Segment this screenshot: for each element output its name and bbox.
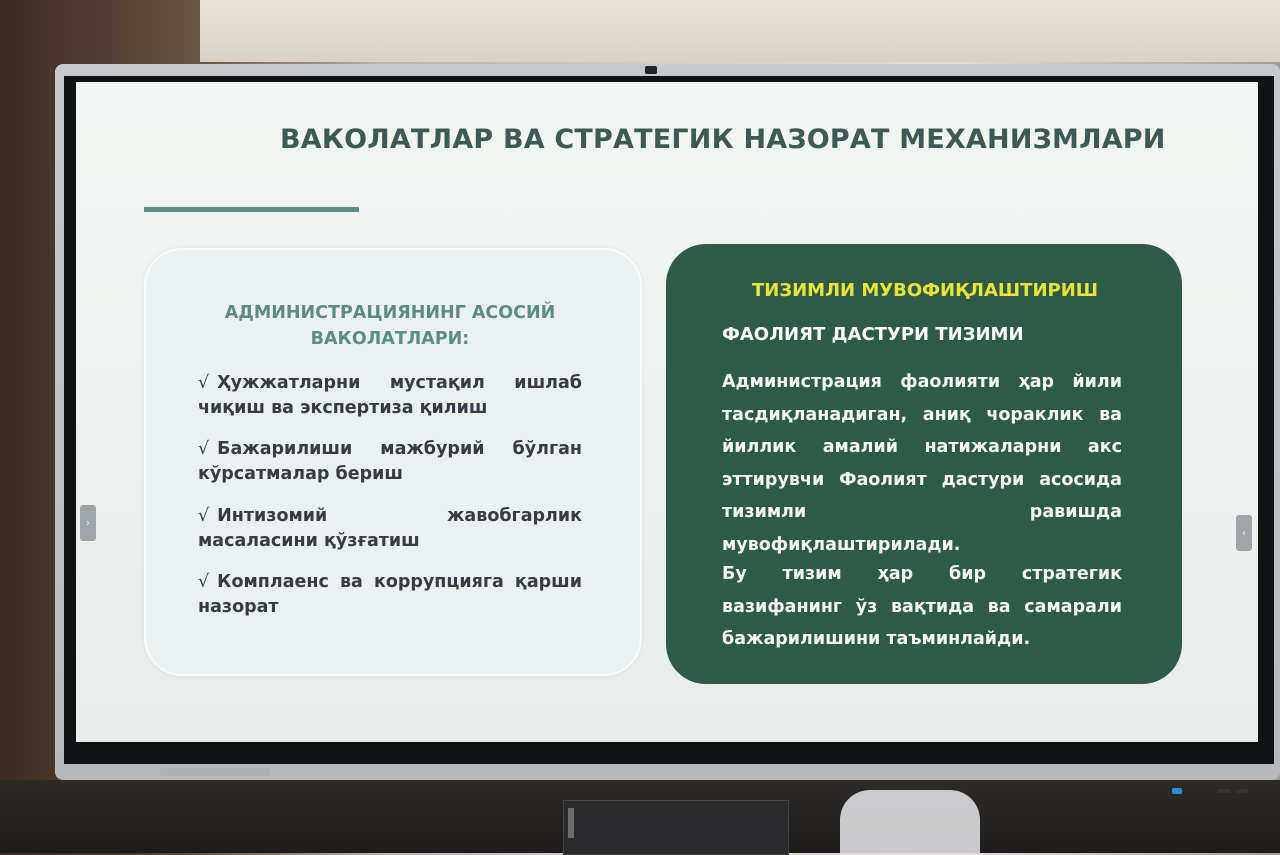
powers-list-item: [198, 371, 582, 421]
powers-list-item-text: Ҳужжатларни мустақил ишлаб чиқиш ва экспертиза қилиш: [198, 373, 582, 418]
check-icon: √: [198, 506, 210, 526]
powers-list-item-text: Комплаенс ва коррупцияга қарши назорат: [198, 572, 582, 617]
powers-list-item: [198, 570, 582, 620]
chevron-left-icon[interactable]: ‹: [1236, 515, 1252, 551]
port-icon: [1218, 789, 1230, 793]
slide-title: ВАКОЛАТЛАР ВА СТРАТЕГИК НАЗОРАТ МЕХАНИЗМЛАРИ: [280, 124, 1166, 155]
coordination-card-heading: ТИЗИМЛИ МУВОФИҚЛАШТИРИШ: [751, 280, 1099, 301]
title-underline: [144, 207, 359, 212]
coordination-card-paragraph-2: Бу тизим ҳар бир стратегик вазифанинг ўз вақтида ва самарали бажарилишини таъминлайди.: [722, 564, 1122, 649]
powers-card-heading-line2: ВАКОЛАТЛАРИ:: [310, 329, 470, 349]
background-object: [840, 790, 980, 853]
power-indicator-icon: [1172, 788, 1182, 794]
background-wall-top: [200, 0, 1280, 62]
coordination-card-paragraph-1: Администрация фаолияти ҳар йили тасдиқланадиган, аниқ чораклик ва йиллик амалий натижаларни акс эттирувчи Фаолият дастури асосида тизимли равишда мувофиқлаштирилади.: [722, 372, 1122, 555]
check-icon: √: [198, 572, 210, 592]
powers-list-item-text: Бажарилиши мажбурий бўлган кўрсатмалар бериш: [198, 439, 582, 484]
background-box: [563, 800, 789, 855]
check-icon: √: [198, 373, 210, 393]
coordination-card-subheading: ФАОЛИЯТ ДАСТУРИ ТИЗИМИ: [722, 324, 1024, 345]
chevron-right-icon[interactable]: ›: [80, 505, 96, 541]
monitor-speaker-grille: [160, 768, 270, 776]
camera-icon: [645, 66, 657, 74]
powers-list-item: [198, 504, 582, 554]
powers-card-heading-line1: АДМИНИСТРАЦИЯНИНГ АСОСИЙ: [224, 303, 556, 323]
powers-list-item-text: Интизомий жавобгарлик масаласини қўзғатиш: [198, 506, 582, 551]
background-box-label: [568, 808, 574, 838]
powers-card-heading: [210, 300, 570, 356]
port-icon: [1236, 789, 1248, 793]
check-icon: √: [198, 439, 210, 459]
powers-list-item: [198, 437, 582, 487]
